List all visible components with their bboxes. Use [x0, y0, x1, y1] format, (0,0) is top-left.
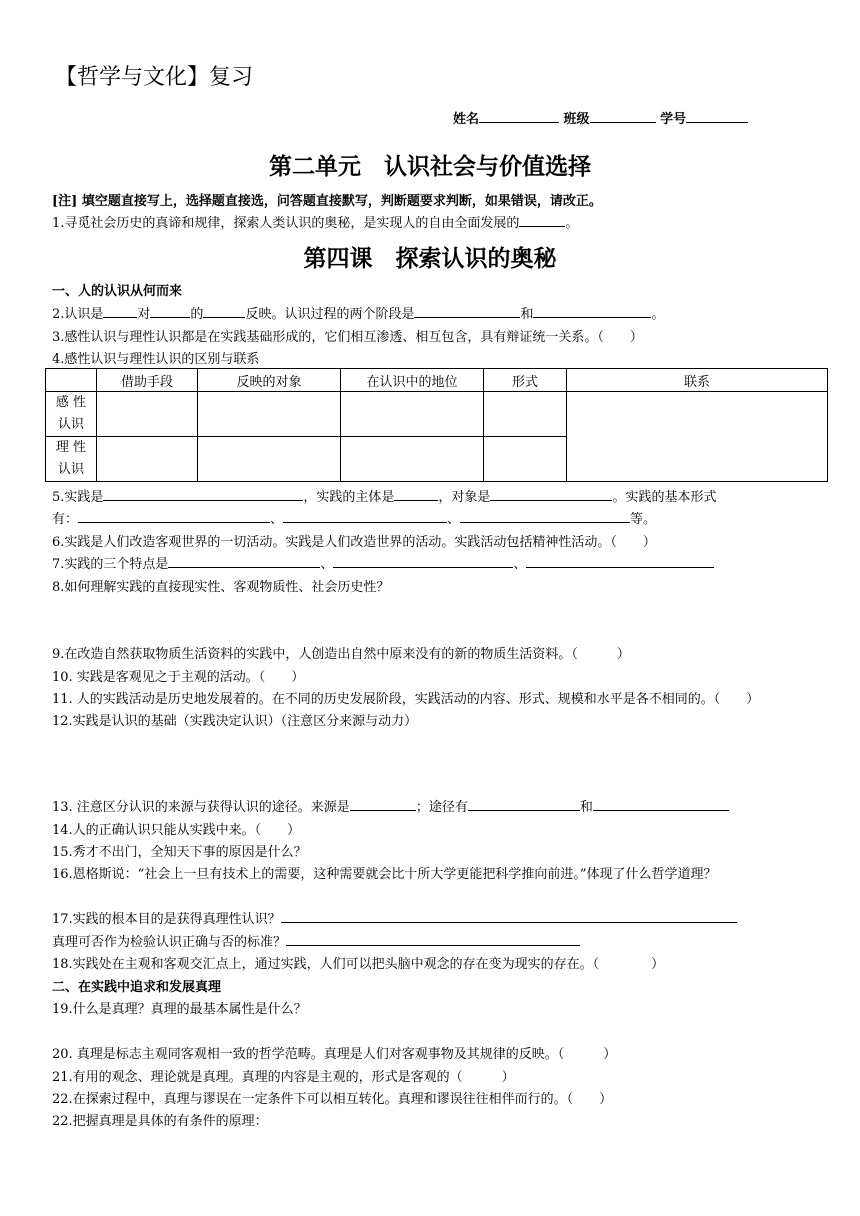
question-19: 19.什么是真理？真理的最基本属性是什么？ — [52, 1002, 307, 1017]
question-20: 20. 真理是标志主观同客观相一致的哲学范畴。真理是人们对客观事物及其规律的反映。（ ） — [52, 1047, 617, 1062]
question-3: 3.感性认识与理性认识都是在实践基础形成的，它们相互渗透、相互包含，具有辩证统一关系。（ ） — [52, 330, 643, 345]
class-label: 班级 — [563, 112, 590, 127]
document-title: 【哲学与文化】复习 — [55, 65, 254, 90]
table-header — [46, 369, 97, 392]
answer-blank[interactable] — [286, 933, 580, 946]
answer-blank[interactable] — [281, 910, 737, 923]
question-22: 22.在探索过程中，真理与谬误在一定条件下可以相互转化。真理和谬误往往相伴而行的。（ ） — [52, 1092, 613, 1107]
table-cell[interactable] — [484, 392, 567, 437]
table-cell[interactable] — [97, 437, 198, 482]
class-blank[interactable] — [590, 110, 656, 123]
answer-blank[interactable] — [78, 510, 270, 523]
comparison-table — [45, 368, 828, 482]
question-21: 21.有用的观念、理论就是真理。真理的内容是主观的，形式是客观的（ ） — [52, 1070, 515, 1085]
answer-blank[interactable] — [394, 488, 438, 501]
table-cell[interactable] — [484, 437, 567, 482]
table-cell[interactable] — [198, 437, 341, 482]
question-15: 15.秀才不出门，全知天下事的原因是什么？ — [52, 845, 307, 860]
table-header: 反映的对象 — [198, 369, 341, 392]
answer-blank[interactable] — [526, 555, 714, 568]
question-18: 18.实践处在主观和客观交汇点上，通过实践，人们可以把头脑中观念的存在变为现实的存在。（ ） — [52, 957, 665, 972]
question-2: 2.认识是 对 的 反映。认识过程的两个阶段是 和 。 — [52, 307, 665, 322]
row-label-perceptual: 感 性 认识 — [46, 392, 97, 437]
answer-blank[interactable] — [593, 798, 729, 811]
answer-blank[interactable] — [414, 305, 520, 318]
question-8: 8.如何理解实践的直接现实性、客观物质性、社会历史性？ — [52, 580, 390, 595]
student-info — [453, 108, 748, 127]
question-5-forms: 有： 、 、 等。 — [52, 512, 657, 527]
table-cell[interactable] — [198, 392, 341, 437]
question-13: 13. 注意区分认识的来源与获得认识的途径。来源是 ；途径有 和 — [52, 796, 729, 815]
table-header: 联系 — [567, 369, 828, 392]
table-header: 借助手段 — [97, 369, 198, 392]
question-9: 9.在改造自然获取物质生活资料的实践中，人创造出自然中原来没有的新的物质生活资料。（ ） — [52, 647, 630, 662]
question-5: 5.实践是 ，实践的主体是 ，对象是 。实践的基本形式 — [52, 490, 717, 505]
question-17-b: 真理可否作为检验认识正确与否的标准？ — [52, 931, 580, 950]
id-label: 学号 — [660, 112, 687, 127]
answer-blank[interactable] — [283, 510, 447, 523]
answer-blank[interactable] — [203, 305, 245, 318]
question-16: 16.恩格斯说：“社会上一旦有技术上的需要，这种需要就会比十所大学更能把科学推向前进。”体现了什么哲学道理？ — [52, 867, 717, 882]
question-12: 12.实践是认识的基础（实践决定认识）（注意区分来源与动力） — [52, 714, 418, 729]
name-blank[interactable] — [479, 110, 559, 123]
lesson-title: 第四课 探索认识的奥秘 — [303, 246, 557, 272]
section-heading-1: 一、人的认识从何而来 — [52, 284, 183, 299]
table-cell[interactable] — [97, 392, 198, 437]
section-heading-2: 二、在实践中追求和发展真理 — [52, 980, 222, 995]
table-cell[interactable] — [341, 392, 484, 437]
question-14: 14.人的正确认识只能从实践中来。（ ） — [52, 823, 301, 838]
answer-blank[interactable] — [350, 798, 416, 811]
table-cell[interactable] — [567, 392, 828, 482]
table-header: 形式 — [484, 369, 567, 392]
answer-blank[interactable] — [150, 305, 190, 318]
answer-blank[interactable] — [103, 488, 303, 501]
answer-blank[interactable] — [460, 510, 630, 523]
question-6: 6.实践是人们改造客观世界的一切活动。实践是人们改造世界的活动。实践活动包括精神性活动。（ ） — [52, 535, 656, 550]
id-blank[interactable] — [686, 110, 748, 123]
answer-blank[interactable] — [103, 305, 137, 318]
answer-blank[interactable] — [168, 555, 320, 568]
question-1: 1.寻觅社会历史的真谛和规律，探索人类认识的奥秘，是实现人的自由全面发展的 。 — [52, 216, 579, 231]
answer-blank[interactable] — [333, 555, 513, 568]
instruction-note: [注] 填空题直接写上，选择题直接选，问答题直接默写，判断题要求判断，如果错误，请改正。 — [52, 194, 602, 209]
question-4: 4.感性认识与理性认识的区别与联系 — [52, 352, 260, 367]
row-label-rational: 理 性 认识 — [46, 437, 97, 482]
question-22-b: 22.把握真理是具体的有条件的原理： — [52, 1114, 268, 1129]
table-header: 在认识中的地位 — [341, 369, 484, 392]
table-row — [46, 392, 828, 437]
question-17: 17.实践的根本目的是获得真理性认识？ — [52, 908, 737, 927]
answer-blank[interactable] — [490, 488, 612, 501]
answer-blank[interactable] — [533, 305, 651, 318]
question-7: 7.实践的三个特点是 、 、 — [52, 553, 714, 572]
table-header-row — [46, 369, 828, 392]
name-label: 姓名 — [453, 112, 480, 127]
question-11: 11. 人的实践活动是历史地发展着的。在不同的历史发展阶段，实践活动的内容、形式、规模和水平是各不相同的。（ ） — [52, 692, 760, 707]
question-10: 10. 实践是客观见之于主观的活动。（ ） — [52, 670, 305, 685]
unit-title: 第二单元 认识社会与价值选择 — [269, 154, 591, 180]
table-cell[interactable] — [341, 437, 484, 482]
answer-blank[interactable] — [519, 214, 565, 227]
answer-blank[interactable] — [468, 798, 580, 811]
